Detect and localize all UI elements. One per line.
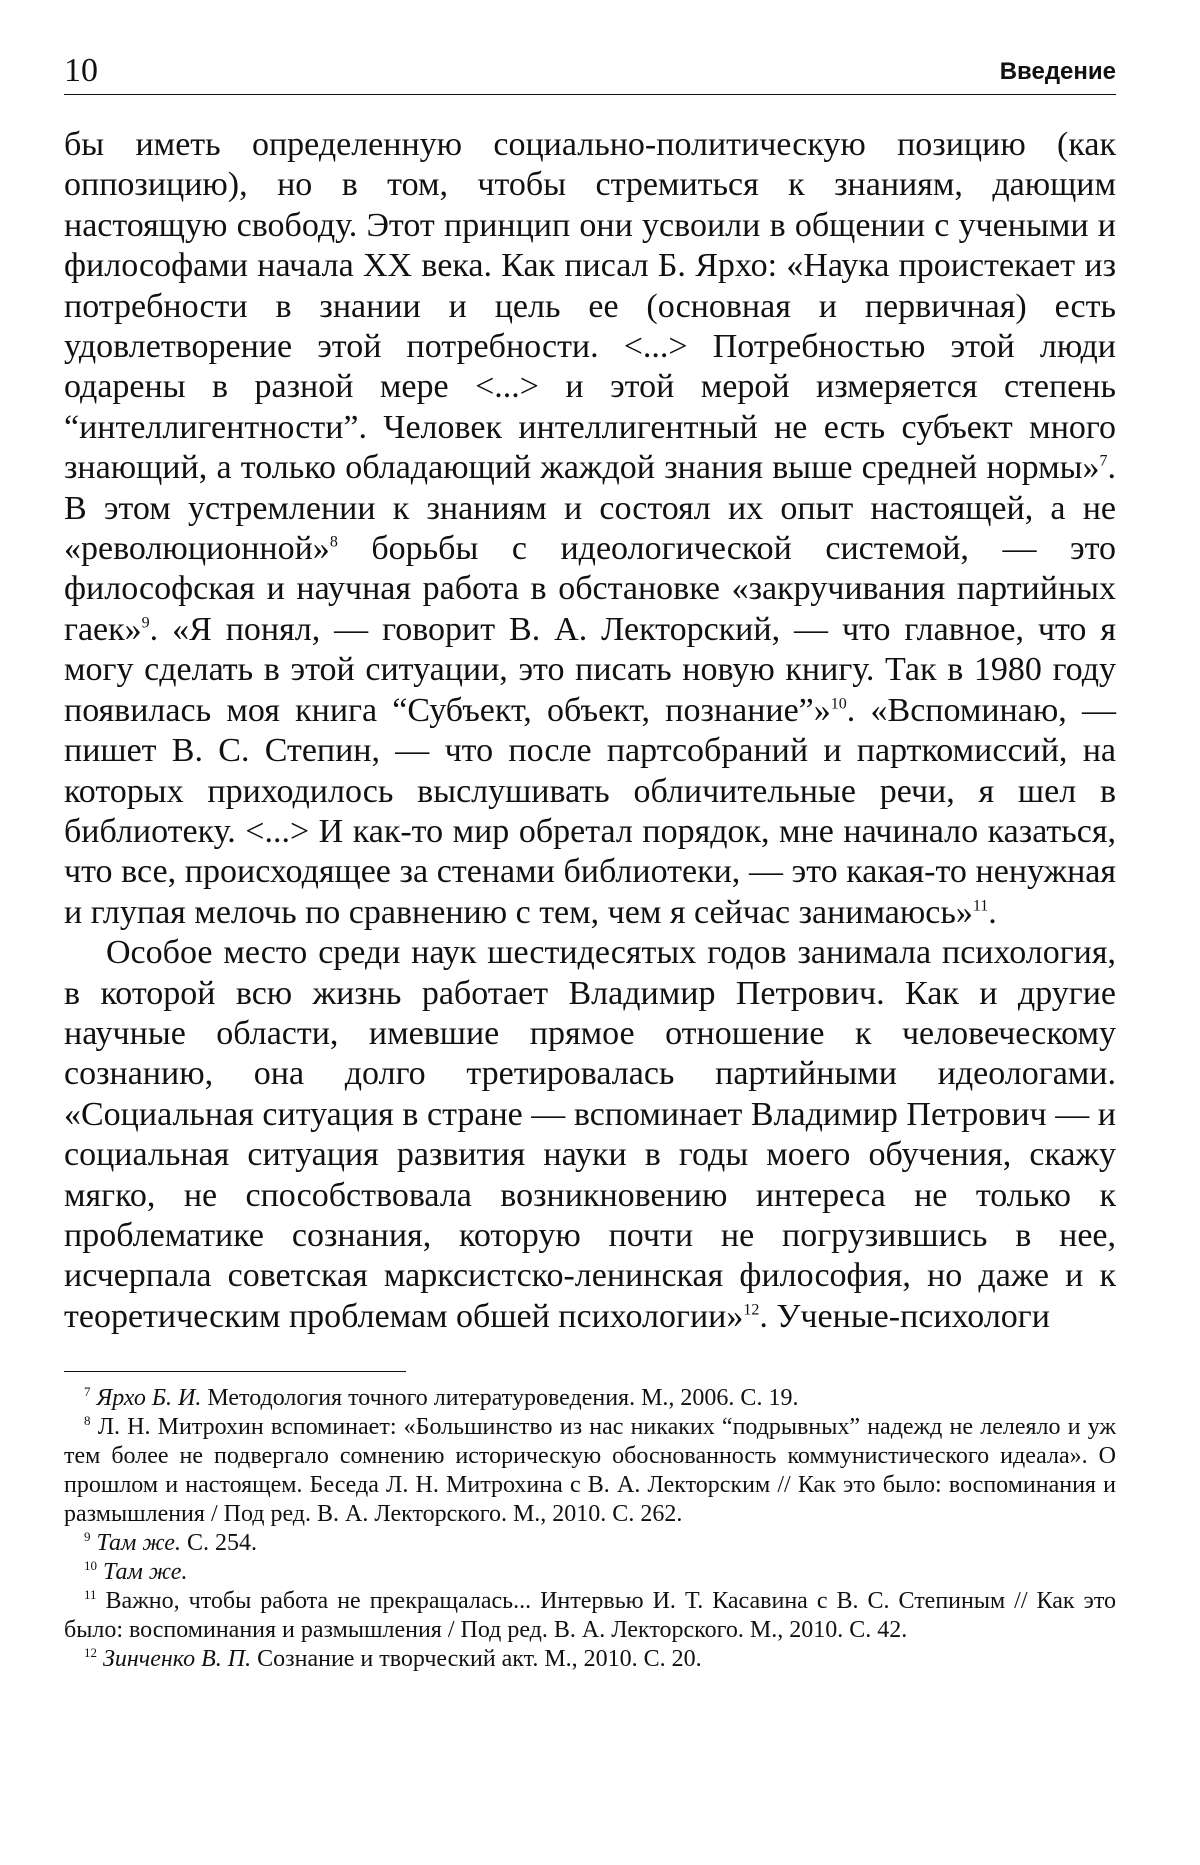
footnote-author: Ярхо Б. И. [96, 1385, 202, 1412]
footnote-author: Там же. [96, 1530, 181, 1557]
footnote-text: Важно, чтобы работа не прекращалась... Интервью И. Т. Касавина с В. С. Степиным // Как это было: воспоминания и размышления / Под ред. В. А. Лекторского. М., 2010. С. 42. [64, 1588, 1116, 1644]
footnote-number: 10 [84, 1558, 97, 1574]
footnote-ref-11: 11 [972, 897, 989, 915]
footnote-7 [64, 1384, 1116, 1413]
footnote-author: Там же. [103, 1559, 188, 1586]
footnote-ref-9: 9 [141, 614, 150, 632]
text-run: . Ученые-психологи [759, 1297, 1050, 1335]
footnote-ref-10: 10 [830, 695, 847, 713]
footnote-author: Зинченко В. П. [103, 1646, 252, 1673]
footnote-text: Сознание и творческий акт. М., 2010. С. 20. [251, 1646, 702, 1673]
footnote-number: 11 [84, 1587, 97, 1603]
footnote-number: 9 [84, 1529, 91, 1545]
footnote-number: 7 [84, 1384, 91, 1400]
footnote-ref-12: 12 [743, 1301, 760, 1319]
main-text [64, 125, 1116, 1337]
text-run: . «Вспоминаю, — пишет В. С. Степин, — что после партсобраний и парткомиссий, на которых приходилось выслушивать обличительные речи, я шел в библиотеку. <...> И как-то мир обретал порядок, мне начинало казаться, что все, происходящее за стенами библиотеки, — это какая-то ненужная и глупая мелочь по сравнению с тем, чем я сейчас занимаюсь» [64, 691, 1116, 931]
footnotes [64, 1384, 1116, 1674]
running-header [64, 46, 1116, 95]
footnote-text: Л. Н. Митрохин вспоминает: «Большинство из нас никаких “подрывных” надежд не лелеяло и уж тем более не подвергало сомнению историческую обоснованность коммунистического идеала». О прошлом и настоящем. Беседа Л. Н. Митрохина с В. А. Лекторским // Как это было: воспоминания и размышления / Под ред. В. А. Лекторского. М., 2010. С. 262. [64, 1414, 1116, 1528]
page-number: 10 [64, 52, 98, 89]
text-run: борьбы с идеологической системой, — это философская и научная работа в обстановке «закручивания партийных гаек» [64, 530, 1116, 648]
text-run: . «Я понял, — говорит В. А. Лекторский, — что главное, что я могу сделать в этой ситуации, это писать новую книгу. Так в 1980 году появилась моя книга “Субъект, объект, познание”» [64, 610, 1116, 729]
text-run: бы иметь определенную социально-политическую позицию (как оппозицию), но в том, чтобы стремиться к знаниям, дающим настоящую свободу. Этот принцип они усвоили в общении с учеными и философами начала XX века. Как писал Б. Ярхо: «Наука проистекает из потребности в знании и цель ее (основная и первичная) есть удовлетворение этой потребности. <...> Потребностью этой люди одарены в разной мере <...> и этой мерой измеряется степень “интеллигентности”. Человек интеллигентный не есть субъект много знающий, а только обладающий жаждой знания выше средней нормы» [64, 126, 1116, 487]
footnote-separator [64, 1371, 406, 1372]
footnote-number: 8 [84, 1413, 91, 1429]
text-run: . В этом устремлении к знаниям и состоял их опыт настоящей, а не «революционной» [64, 449, 1116, 568]
footnote-ref-8: 8 [329, 533, 338, 551]
footnote-ref-7: 7 [1099, 452, 1108, 470]
footnote-number: 12 [84, 1645, 97, 1661]
footnote-11 [64, 1587, 1116, 1645]
footnote-10 [64, 1558, 1116, 1587]
section-title: Введение [999, 58, 1116, 85]
footnote-8 [64, 1413, 1116, 1529]
footnote-9 [64, 1529, 1116, 1558]
footnote-text: С. 254. [180, 1530, 257, 1557]
text-run: . [988, 893, 997, 931]
footnote-text: Методология точного литературоведения. М., 2006. С. 19. [201, 1385, 799, 1412]
footnote-12 [64, 1645, 1116, 1674]
paragraph-1 [64, 125, 1116, 933]
paragraph-2 [64, 933, 1116, 1337]
book-page [64, 46, 1116, 1674]
text-run: Особое место среди наук шестидесятых годов занимала психология, в которой всю жизнь работает Владимир Петрович. Как и другие научные области, имевшие прямое отношение к человеческому сознанию, она долго третировалась партийными идеологами. «Социальная ситуация в стране — вспоминает Владимир Петрович — и социальная ситуация развития науки в годы моего обучения, скажу мягко, не способствовала возникновению интереса не только к проблематике сознания, которую почти не погрузившись в нее, исчерпала советская марксистско-ленинская философия, но даже и к теоретическим проблемам обшей психологии» [64, 934, 1116, 1335]
